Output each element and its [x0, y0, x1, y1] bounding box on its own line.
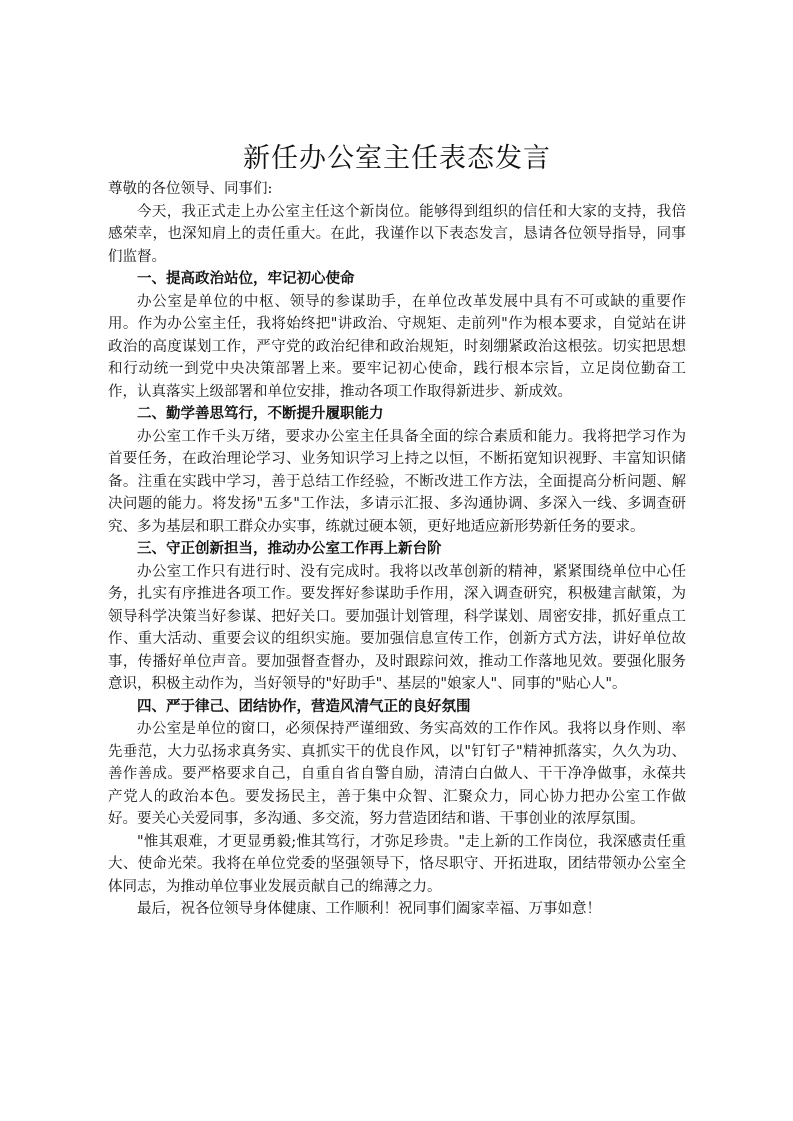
section-body-3: 办公室工作只有进行时、没有完成时。我将以改革创新的精神，紧紧围绕单位中心任务，扎实有序推进各项工作。要发挥好参谋助手作用，深入调查研究，积极建言献策，为领导科学决策当好参谋、把好关口。要加强计划管理，科学谋划、周密安排，抓好重点工作、重大活动、重要会议的组织实施。要加强信息宣传工作，创新方式方法，讲好单位故事，传播好单位声音。要加强督查督办，及时跟踪问效，推动工作落地见效。要强化服务意识，积极主动作为，当好领导的"好助手"、基层的"娘家人"、同事的"贴心人"。	[108, 563, 686, 692]
section-body-1: 办公室是单位的中枢、领导的参谋助手，在单位改革发展中具有不可或缺的重要作用。作为办公室主任，我将始终把"讲政治、守规矩、走前列"作为根本要求，自觉站在讲政治的高度谋划工作，严守党的政治纪律和政治规矩，时刻绷紧政治这根弦。切实把思想和行动统一到党中央决策部署上来。要牢记初心使命，践行根本宗旨，立足岗位勤奋工作，认真落实上级部署和单位安排，推动各项工作取得新进步、新成效。	[108, 293, 686, 400]
intro-paragraph: 今天，我正式走上办公室主任这个新岗位。能够得到组织的信任和大家的支持，我倍感荣幸，也深知肩上的责任重大。在此，我谨作以下表态发言，恳请各位领导指导，同事们监督。	[108, 203, 686, 265]
section-heading-1: 一、提高政治站位，牢记初心使命	[137, 270, 355, 287]
section-body-4: 办公室是单位的窗口，必须保持严谨细致、务实高效的工作作风。我将以身作则、率先垂范，大力弘扬求真务实、真抓实干的优良作风，以"钉钉子"精神抓落实，久久为功、善作善成。要严格要求自己，自重自省自警自励，清清白白做人、干干净净做事，永葆共产党人的政治本色。要发扬民主，善于集中众智、汇聚众力，同心协力把办公室工作做好。要关心关爱同事，多沟通、多交流，努力营造团结和谐、干事创业的浓厚氛围。	[108, 721, 686, 827]
closing-paragraph: "惟其艰难，才更显勇毅;惟其笃行，才弥足珍贵。"走上新的工作岗位，我深感责任重大、使命光荣。我将在单位党委的坚强领导下，恪尽职守、开拓进取，团结带领办公室全体同志，为推动单位事业发展贡献自己的绵薄之力。	[108, 833, 686, 895]
greeting: 尊敬的各位领导、同事们:	[108, 181, 273, 197]
section-body-2: 办公室工作千头万绪，要求办公室主任具备全面的综合素质和能力。我将把学习作为首要任务，在政治理论学习、业务知识学习上持之以恒，不断拓宽知识视野、丰富知识储备。注重在实践中学习，善于总结工作经验，不断改进工作方法，全面提高分析问题、解决问题的能力。将发扬"五多"工作法，多请示汇报、多沟通协调、多深入一线、多调查研究、多为基层和职工群众办实事，练就过硬本领，更好地适应新形势新任务的要求。	[108, 428, 686, 535]
section-heading-3: 三、守正创新担当，推动办公室工作再上新台阶	[137, 540, 442, 557]
section-heading-4: 四、严于律己、团结协作，营造风清气正的良好氛围	[137, 697, 471, 715]
section-heading-2: 二、勤学善思笃行，不断提升履职能力	[137, 405, 384, 422]
document-title: 新任办公室主任表态发言	[243, 143, 551, 174]
final-wishes: 最后，祝各位领导身体健康、工作顺利！祝同事们阖家幸福、万事如意！	[137, 901, 601, 917]
document-page	[108, 140, 686, 921]
